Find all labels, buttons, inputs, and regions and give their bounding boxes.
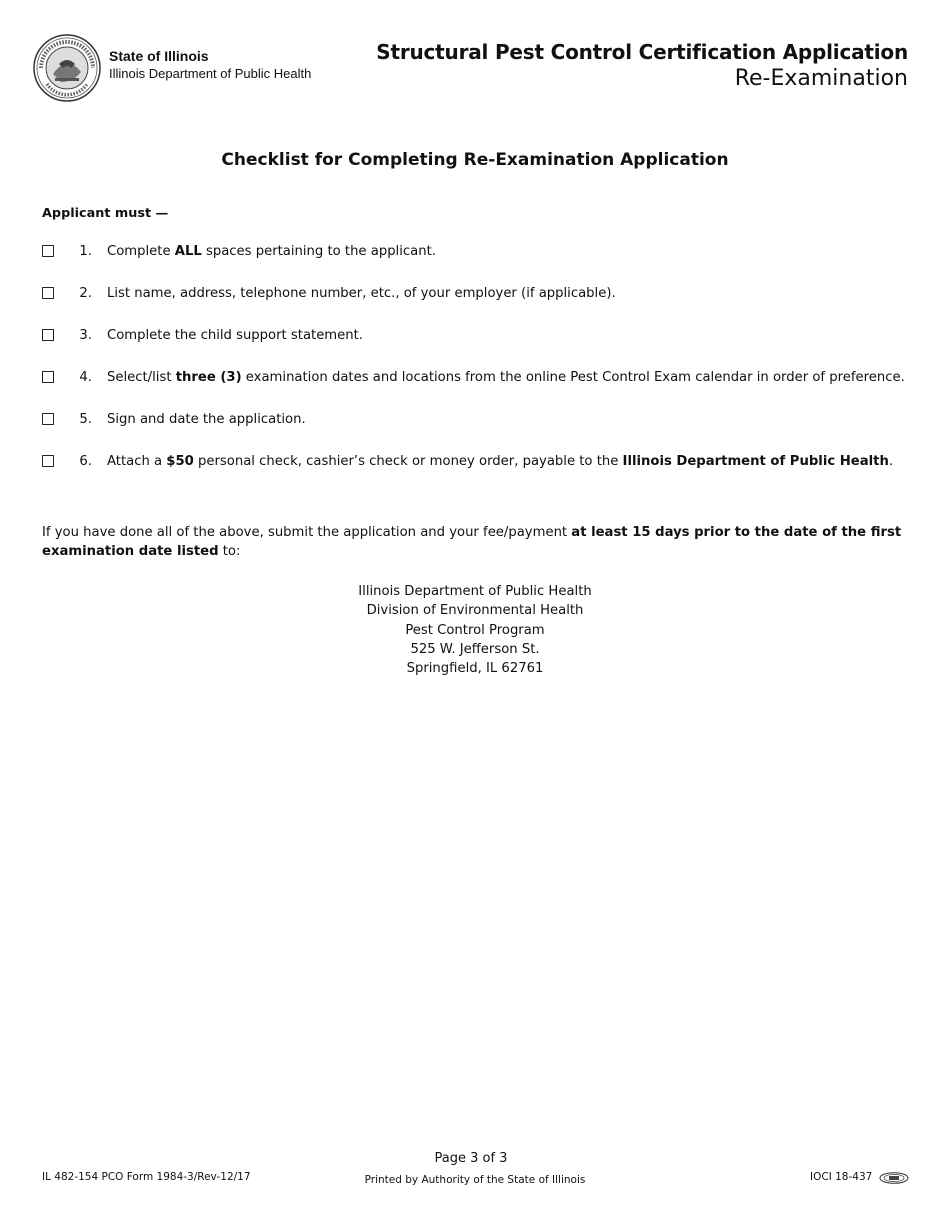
checklist-checkbox-2[interactable] [42, 287, 54, 299]
item-number: 1. [79, 243, 92, 259]
union-bug-icon [879, 1172, 909, 1184]
ioci-number: IOCI 18-437 [810, 1171, 873, 1183]
printed-by-notice: Printed by Authority of the State of Illinois [364, 1174, 586, 1186]
checklist-item-2 [42, 283, 902, 303]
address-line: Illinois Department of Public Health [358, 584, 592, 599]
agency-state: State of Illinois [109, 48, 209, 64]
agency-block [109, 48, 311, 82]
item-text: Attach a $50 personal check, cashier’s check or money order, payable to the Illinois Department of Public Health. [107, 453, 894, 469]
mailing-address [0, 582, 950, 678]
checklist-checkbox-3[interactable] [42, 329, 54, 341]
item-number: 4. [79, 369, 92, 385]
item-text: Sign and date the application. [107, 411, 306, 427]
checklist-checkbox-6[interactable] [42, 455, 54, 467]
agency-department: Illinois Department of Public Health [109, 66, 312, 81]
form-identifier: IL 482-154 PCO Form 1984-3/Rev-12/17 [42, 1171, 251, 1183]
checklist-item-3 [42, 325, 902, 345]
checklist-checkbox-1[interactable] [42, 245, 54, 257]
checklist-checkbox-5[interactable] [42, 413, 54, 425]
page-number: Page 3 of 3 [434, 1151, 508, 1166]
checklist-checkbox-4[interactable] [42, 371, 54, 383]
address-line: Division of Environmental Health [366, 603, 584, 619]
item-text: List name, address, telephone number, etc., of your employer (if applicable). [107, 285, 616, 301]
checklist-title: Checklist for Completing Re-Examination Application [221, 150, 729, 170]
item-number: 6. [79, 453, 92, 469]
checklist-item-6 [42, 451, 902, 471]
form-title-block [376, 38, 908, 92]
item-number: 5. [79, 411, 92, 427]
submit-instructions: If you have done all of the above, submit the application and your fee/payment at least 15 days prior to the date of the first examination date listed to: [42, 525, 902, 559]
checklist-item-4 [42, 367, 905, 387]
item-text: Complete ALL spaces pertaining to the applicant. [107, 243, 436, 259]
address-line: Pest Control Program [405, 622, 545, 638]
form-subtitle: Re-Examination [734, 66, 908, 91]
item-number: 2. [79, 285, 92, 301]
address-line: Springfield, IL 62761 [406, 661, 544, 677]
item-text: Complete the child support statement. [107, 327, 363, 343]
form-title: Structural Pest Control Certification Application [376, 40, 908, 64]
address-line: 525 W. Jefferson St. [410, 641, 540, 657]
item-number: 3. [79, 327, 92, 343]
checklist-intro: Applicant must — [42, 206, 169, 221]
illinois-state-seal [33, 34, 101, 102]
item-text: Select/list three (3) examination dates and locations from the online Pest Control Exam calendar in order of preference. [107, 369, 905, 385]
checklist-item-5 [42, 409, 902, 429]
checklist-item-1 [42, 241, 902, 261]
